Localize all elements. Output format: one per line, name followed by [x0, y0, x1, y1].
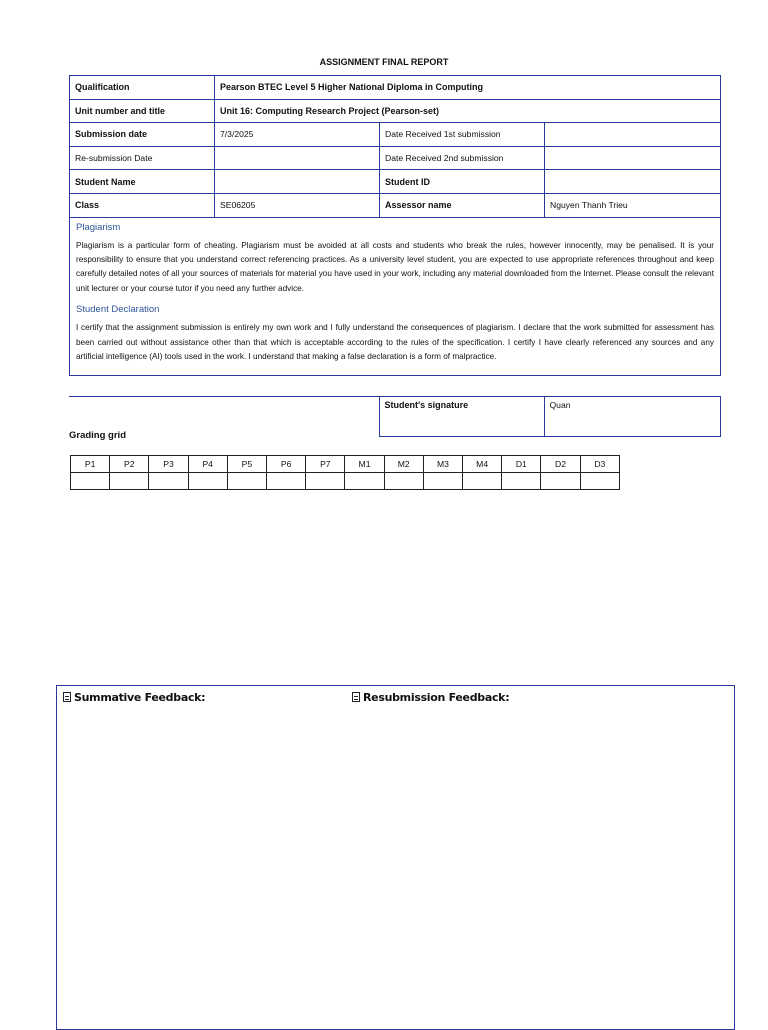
submission-date-value: 7/3/2025 — [215, 123, 380, 147]
grade-cell[interactable] — [227, 473, 266, 490]
grade-cell[interactable] — [71, 473, 110, 490]
signature-label: Student's signature — [379, 397, 544, 437]
resubmission-feedback-label: Resubmission Feedback: — [363, 691, 510, 704]
grade-cell[interactable] — [149, 473, 188, 490]
student-name-label: Student Name — [70, 170, 215, 194]
date-received-1-value — [545, 123, 721, 147]
signature-row — [69, 397, 720, 437]
declaration-text: I certify that the assignment submission is entirely my own work and I fully understand the consequences of plagiarism. I declare that the work submitted for assessment has been carried out without assistance other than that which is acceptable according to the rules of the specification. I certify I have clearly referenced any sources and any artificial intelligence (AI) tools used in the work. I understand that making a false declaration is a form of malpractice. — [76, 323, 715, 361]
unit-row — [70, 99, 721, 123]
checkbox-icon — [63, 692, 71, 702]
unit-label: Unit number and title — [70, 99, 215, 123]
assessor-value: Nguyen Thanh Trieu — [545, 193, 721, 217]
plagiarism-declaration-cell — [70, 217, 721, 376]
grading-grid — [70, 455, 620, 490]
grade-header: M2 — [384, 456, 423, 473]
declaration-heading: Student Declaration — [76, 304, 160, 316]
qualification-value: Pearson BTEC Level 5 Higher National Diploma in Computing — [215, 76, 721, 100]
summative-feedback-label: Summative Feedback: — [74, 691, 206, 704]
student-id-value — [545, 170, 721, 194]
grade-cell[interactable] — [423, 473, 462, 490]
resubmission-row — [70, 146, 721, 170]
grading-grid-label: Grading grid — [69, 430, 126, 441]
grade-header: D2 — [541, 456, 580, 473]
date-received-2-label: Date Received 2nd submission — [380, 146, 545, 170]
plagiarism-declaration-row — [70, 217, 721, 376]
grade-header: P7 — [306, 456, 345, 473]
plagiarism-heading: Plagiarism — [76, 221, 121, 233]
grade-cell[interactable] — [502, 473, 541, 490]
grade-header: P2 — [110, 456, 149, 473]
grade-header: P5 — [227, 456, 266, 473]
grade-header: P6 — [267, 456, 306, 473]
qualification-label: Qualification — [70, 76, 215, 100]
grade-cell[interactable] — [188, 473, 227, 490]
grade-cell[interactable] — [267, 473, 306, 490]
feedback-box[interactable] — [56, 685, 735, 1030]
grade-cell[interactable] — [110, 473, 149, 490]
resubmission-date-label: Re-submission Date — [70, 146, 215, 170]
grade-cell[interactable] — [463, 473, 502, 490]
report-title: ASSIGNMENT FINAL REPORT — [319, 57, 449, 67]
assessor-label: Assessor name — [380, 193, 545, 217]
resubmission-date-value — [215, 146, 380, 170]
grade-cell[interactable] — [306, 473, 345, 490]
qualification-row — [70, 76, 721, 100]
signature-table — [69, 396, 721, 437]
grade-header: P4 — [188, 456, 227, 473]
student-name-value — [215, 170, 380, 194]
grade-header: M4 — [463, 456, 502, 473]
checkbox-icon — [352, 692, 360, 702]
grade-header: P1 — [71, 456, 110, 473]
summative-feedback-heading — [63, 691, 205, 704]
unit-value: Unit 16: Computing Research Project (Pearson-set) — [215, 99, 721, 123]
grade-cell[interactable] — [541, 473, 580, 490]
student-id-label: Student ID — [380, 170, 545, 194]
student-row — [70, 170, 721, 194]
resubmission-feedback-heading — [352, 691, 509, 704]
assignment-info-table — [69, 75, 721, 376]
grade-header: M1 — [345, 456, 384, 473]
date-received-2-value — [545, 146, 721, 170]
date-received-1-label: Date Received 1st submission — [380, 123, 545, 147]
grade-cell[interactable] — [580, 473, 619, 490]
plagiarism-text: Plagiarism is a particular form of cheating. Plagiarism must be avoided at all costs and students who break the rules, however innocently, may be penalised. It is your responsibility to ensure that you understand correct referencing practices. As a university level student, you are expected to use appropriate references throughout and keep carefully detailed notes of all your sources of materials for material you have used in your work, including any material downloaded from the Internet. Please consult the relevant unit lecturer or your course tutor if you need any further advice. — [76, 240, 715, 293]
grade-cell[interactable] — [345, 473, 384, 490]
grade-header: D1 — [502, 456, 541, 473]
grading-header-row — [71, 456, 620, 473]
grade-header: D3 — [580, 456, 619, 473]
signature-value[interactable]: Quan — [544, 397, 720, 437]
class-label: Class — [70, 193, 215, 217]
grade-cell[interactable] — [384, 473, 423, 490]
grade-header: M3 — [423, 456, 462, 473]
grading-value-row — [71, 473, 620, 490]
submission-row — [70, 123, 721, 147]
class-row — [70, 193, 721, 217]
grade-header: P3 — [149, 456, 188, 473]
class-value: SE06205 — [215, 193, 380, 217]
submission-date-label: Submission date — [70, 123, 215, 147]
